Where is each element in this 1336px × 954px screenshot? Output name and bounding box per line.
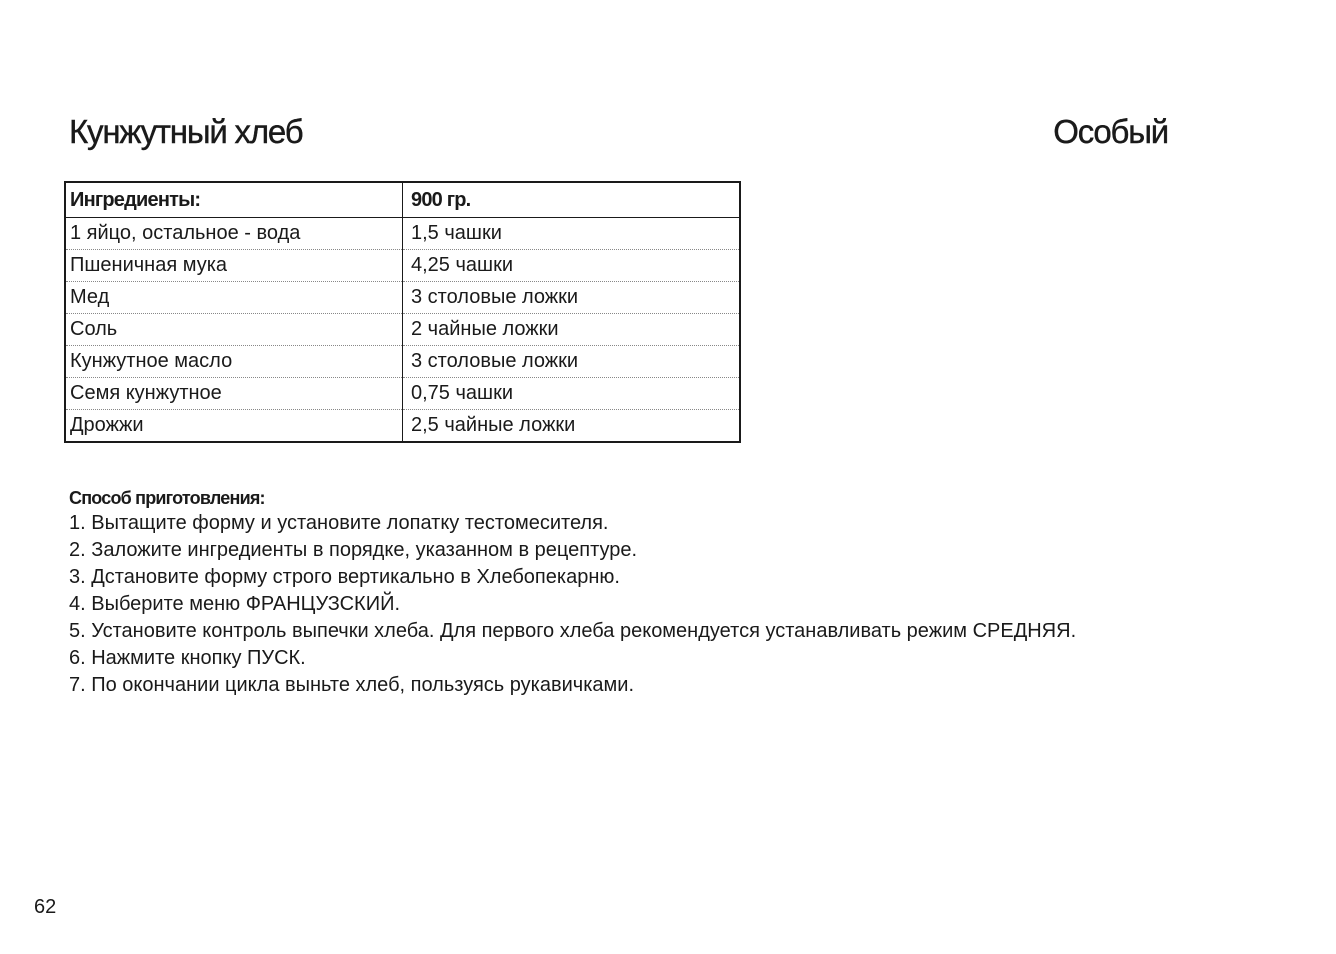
page-title: Кунжутный хлеб: [69, 113, 303, 150]
ingredient-amount: 2,5 чайные ложки: [411, 414, 576, 436]
ingredient-amount: 3 столовые ложки: [403, 282, 741, 314]
ingredient-amount: 1,5 чашки: [403, 218, 741, 250]
method-steps-list: [69, 510, 1076, 699]
table-row: [65, 346, 740, 378]
ingredient-amount: 3 столовые ложки: [403, 346, 741, 378]
table-row: [65, 378, 740, 410]
method-step: 4. Выберите меню ФРАНЦУЗСКИЙ.: [69, 593, 400, 615]
method-step: 6. Нажмите кнопку ПУСК.: [69, 647, 306, 669]
method-step: 1. Вытащите форму и установите лопатку тестомесителя.: [69, 512, 609, 534]
table-row: [65, 282, 740, 314]
ingredient-name: Семя кунжутное: [65, 378, 403, 410]
ingredient-name: Кунжутное масло: [65, 346, 403, 378]
method-step: 3. Дстановите форму строго вертикально в Хлебопекарню.: [69, 566, 620, 588]
ingredient-amount: 0,75 чашки: [403, 378, 741, 410]
ingredient-name: Соль: [65, 314, 403, 346]
section-label: Особый: [1053, 113, 1168, 150]
ingredient-name: Мед: [65, 282, 403, 314]
method-step: 2. Заложите ингредиенты в порядке, указанном в рецептуре.: [69, 539, 638, 561]
amount-column-header: 900 гр.: [403, 182, 741, 218]
method-step: 7. По окончании цикла выньте хлеб, пользуясь рукавичками.: [69, 674, 634, 696]
ingredient-name: Пшеничная мука: [65, 250, 403, 282]
table-header-row: [65, 182, 740, 218]
table-row: [65, 314, 740, 346]
page-number: 62: [34, 896, 57, 918]
ingredient-amount: 2 чайные ложки: [403, 314, 741, 346]
table-row: [65, 410, 740, 443]
ingredients-table: [64, 181, 741, 443]
ingredient-amount: 4,25 чашки: [403, 250, 741, 282]
table-row: [65, 218, 740, 250]
ingredient-name: Дрожжи: [65, 410, 403, 443]
method-heading: Способ приготовления:: [69, 488, 265, 508]
ingredient-name: 1 яйцо, остальное - вода: [65, 218, 403, 250]
ingredients-column-header: Ингредиенты:: [65, 182, 403, 218]
table-row: [65, 250, 740, 282]
method-step: 5. Установите контроль выпечки хлеба. Для первого хлеба рекомендуется устанавливать режим СРЕДНЯЯ.: [69, 620, 1077, 642]
